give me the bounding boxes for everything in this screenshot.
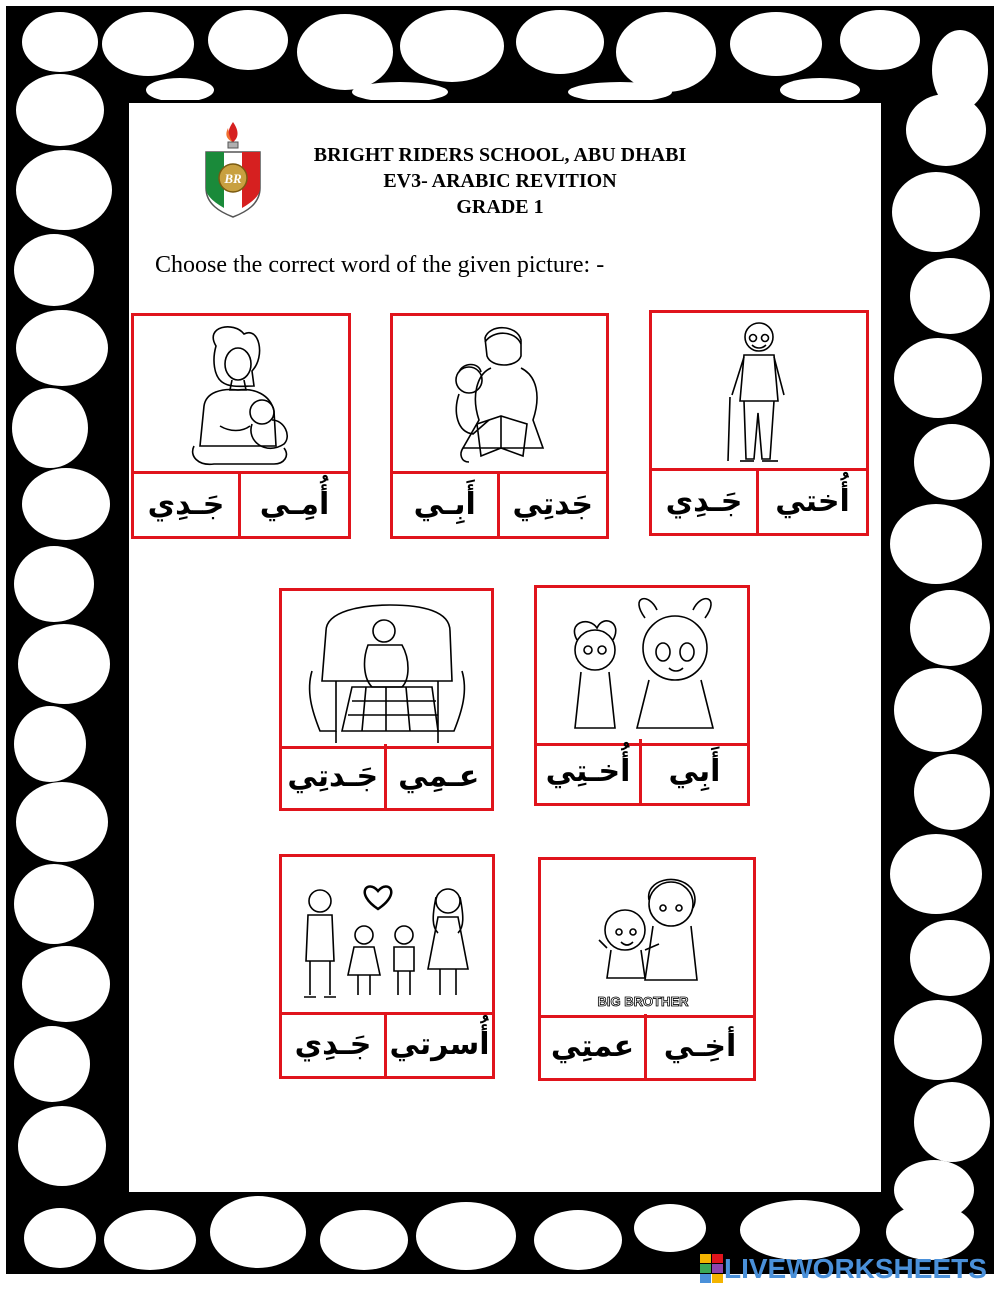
border-bubble (22, 946, 110, 1022)
liveworksheets-brand (700, 1252, 987, 1286)
question-card (279, 588, 494, 811)
question-card (131, 313, 351, 539)
border-bubble (18, 624, 110, 704)
border-bubble (894, 1160, 974, 1220)
border-bubble (210, 1196, 306, 1268)
answer-option[interactable]: جَدتِي (512, 486, 594, 522)
border-bubble (906, 94, 986, 166)
border-bubble (14, 1026, 90, 1102)
border-bubble (12, 388, 88, 468)
instruction-text: Choose the correct word of the given picture: - (155, 252, 605, 278)
grade-label: GRADE 1 (456, 196, 544, 218)
big-brother-picture (541, 860, 753, 1018)
answer-option[interactable]: عـمِي (398, 758, 480, 794)
answer-option[interactable]: جَـدِي (652, 469, 759, 533)
border-bubble (890, 834, 982, 914)
border-bubble (400, 10, 504, 82)
border-bubble (22, 12, 98, 72)
border-bubble (14, 234, 94, 306)
border-bubble (568, 82, 672, 102)
border-bubble (104, 1210, 196, 1270)
border-bubble (14, 864, 94, 944)
question-card (538, 857, 756, 1081)
grandmother-picture (282, 591, 491, 749)
border-bubble (16, 782, 108, 862)
question-card (649, 310, 869, 536)
border-bubble (146, 78, 214, 102)
liveworksheets-logo-icon (700, 1254, 724, 1284)
border-bubble (534, 1210, 622, 1270)
answer-option[interactable]: أخِـي (663, 1028, 737, 1064)
border-bubble (208, 10, 288, 70)
answer-option[interactable]: أُخـتِي (537, 739, 642, 803)
border-bubble (416, 1202, 516, 1270)
border-bubble (352, 82, 448, 102)
border-bubble (730, 12, 822, 76)
answer-option[interactable]: عمتِي (541, 1014, 647, 1078)
mother-baby-picture (134, 316, 348, 474)
border-bubble (780, 78, 860, 102)
father-child-picture (393, 316, 606, 474)
answer-option[interactable]: جَـدِي (134, 472, 241, 536)
border-bubble (634, 1204, 706, 1252)
border-bubble (910, 590, 990, 666)
border-bubble (894, 338, 982, 418)
question-card (390, 313, 609, 539)
border-bubble (914, 424, 990, 500)
question-card (534, 585, 750, 806)
answer-option[interactable]: أُمِـي (259, 486, 330, 522)
border-bubble (14, 706, 86, 782)
border-bubble (16, 310, 108, 386)
question-card (279, 854, 495, 1079)
answer-option[interactable]: أُختي (775, 483, 850, 519)
sisters-picture (537, 588, 747, 746)
answer-option[interactable]: أُسرتي (389, 1026, 490, 1062)
border-bubble (14, 546, 94, 622)
border-bubble (914, 754, 990, 830)
answer-option[interactable]: أَبِـي (393, 472, 500, 536)
grandfather-picture (652, 313, 866, 471)
border-bubble (516, 10, 604, 74)
border-bubble (16, 74, 104, 146)
border-bubble (22, 468, 110, 540)
border-bubble (894, 668, 982, 752)
border-bubble (840, 10, 920, 70)
border-bubble (894, 1000, 982, 1080)
border-bubble (910, 258, 990, 334)
border-bubble (24, 1208, 96, 1268)
logo-initials: BR (224, 171, 242, 186)
border-bubble (18, 1106, 106, 1186)
border-bubble (910, 920, 990, 996)
border-bubble (320, 1210, 408, 1270)
border-bubble (890, 504, 982, 584)
border-bubble (616, 12, 716, 92)
answer-option[interactable]: جَـدِي (282, 1012, 387, 1076)
family-picture (282, 857, 492, 1015)
big-brother-caption: BIG BROTHER (597, 994, 689, 1009)
border-bubble (102, 12, 194, 76)
border-bubble (914, 1082, 990, 1162)
answer-option[interactable]: أَبِي (668, 753, 721, 789)
school-name: BRIGHT RIDERS SCHOOL, ABU DHABI (313, 144, 687, 166)
border-bubble (16, 150, 112, 230)
brand-name: LIVEWORKSHEETS (724, 1253, 987, 1284)
border-bubble (297, 14, 393, 90)
border-bubble (892, 172, 980, 252)
border-bubble (740, 1200, 860, 1260)
worksheet-subtitle: EV3- ARABIC REVITION (383, 170, 617, 192)
answer-option[interactable]: جَـدتِي (282, 744, 387, 808)
